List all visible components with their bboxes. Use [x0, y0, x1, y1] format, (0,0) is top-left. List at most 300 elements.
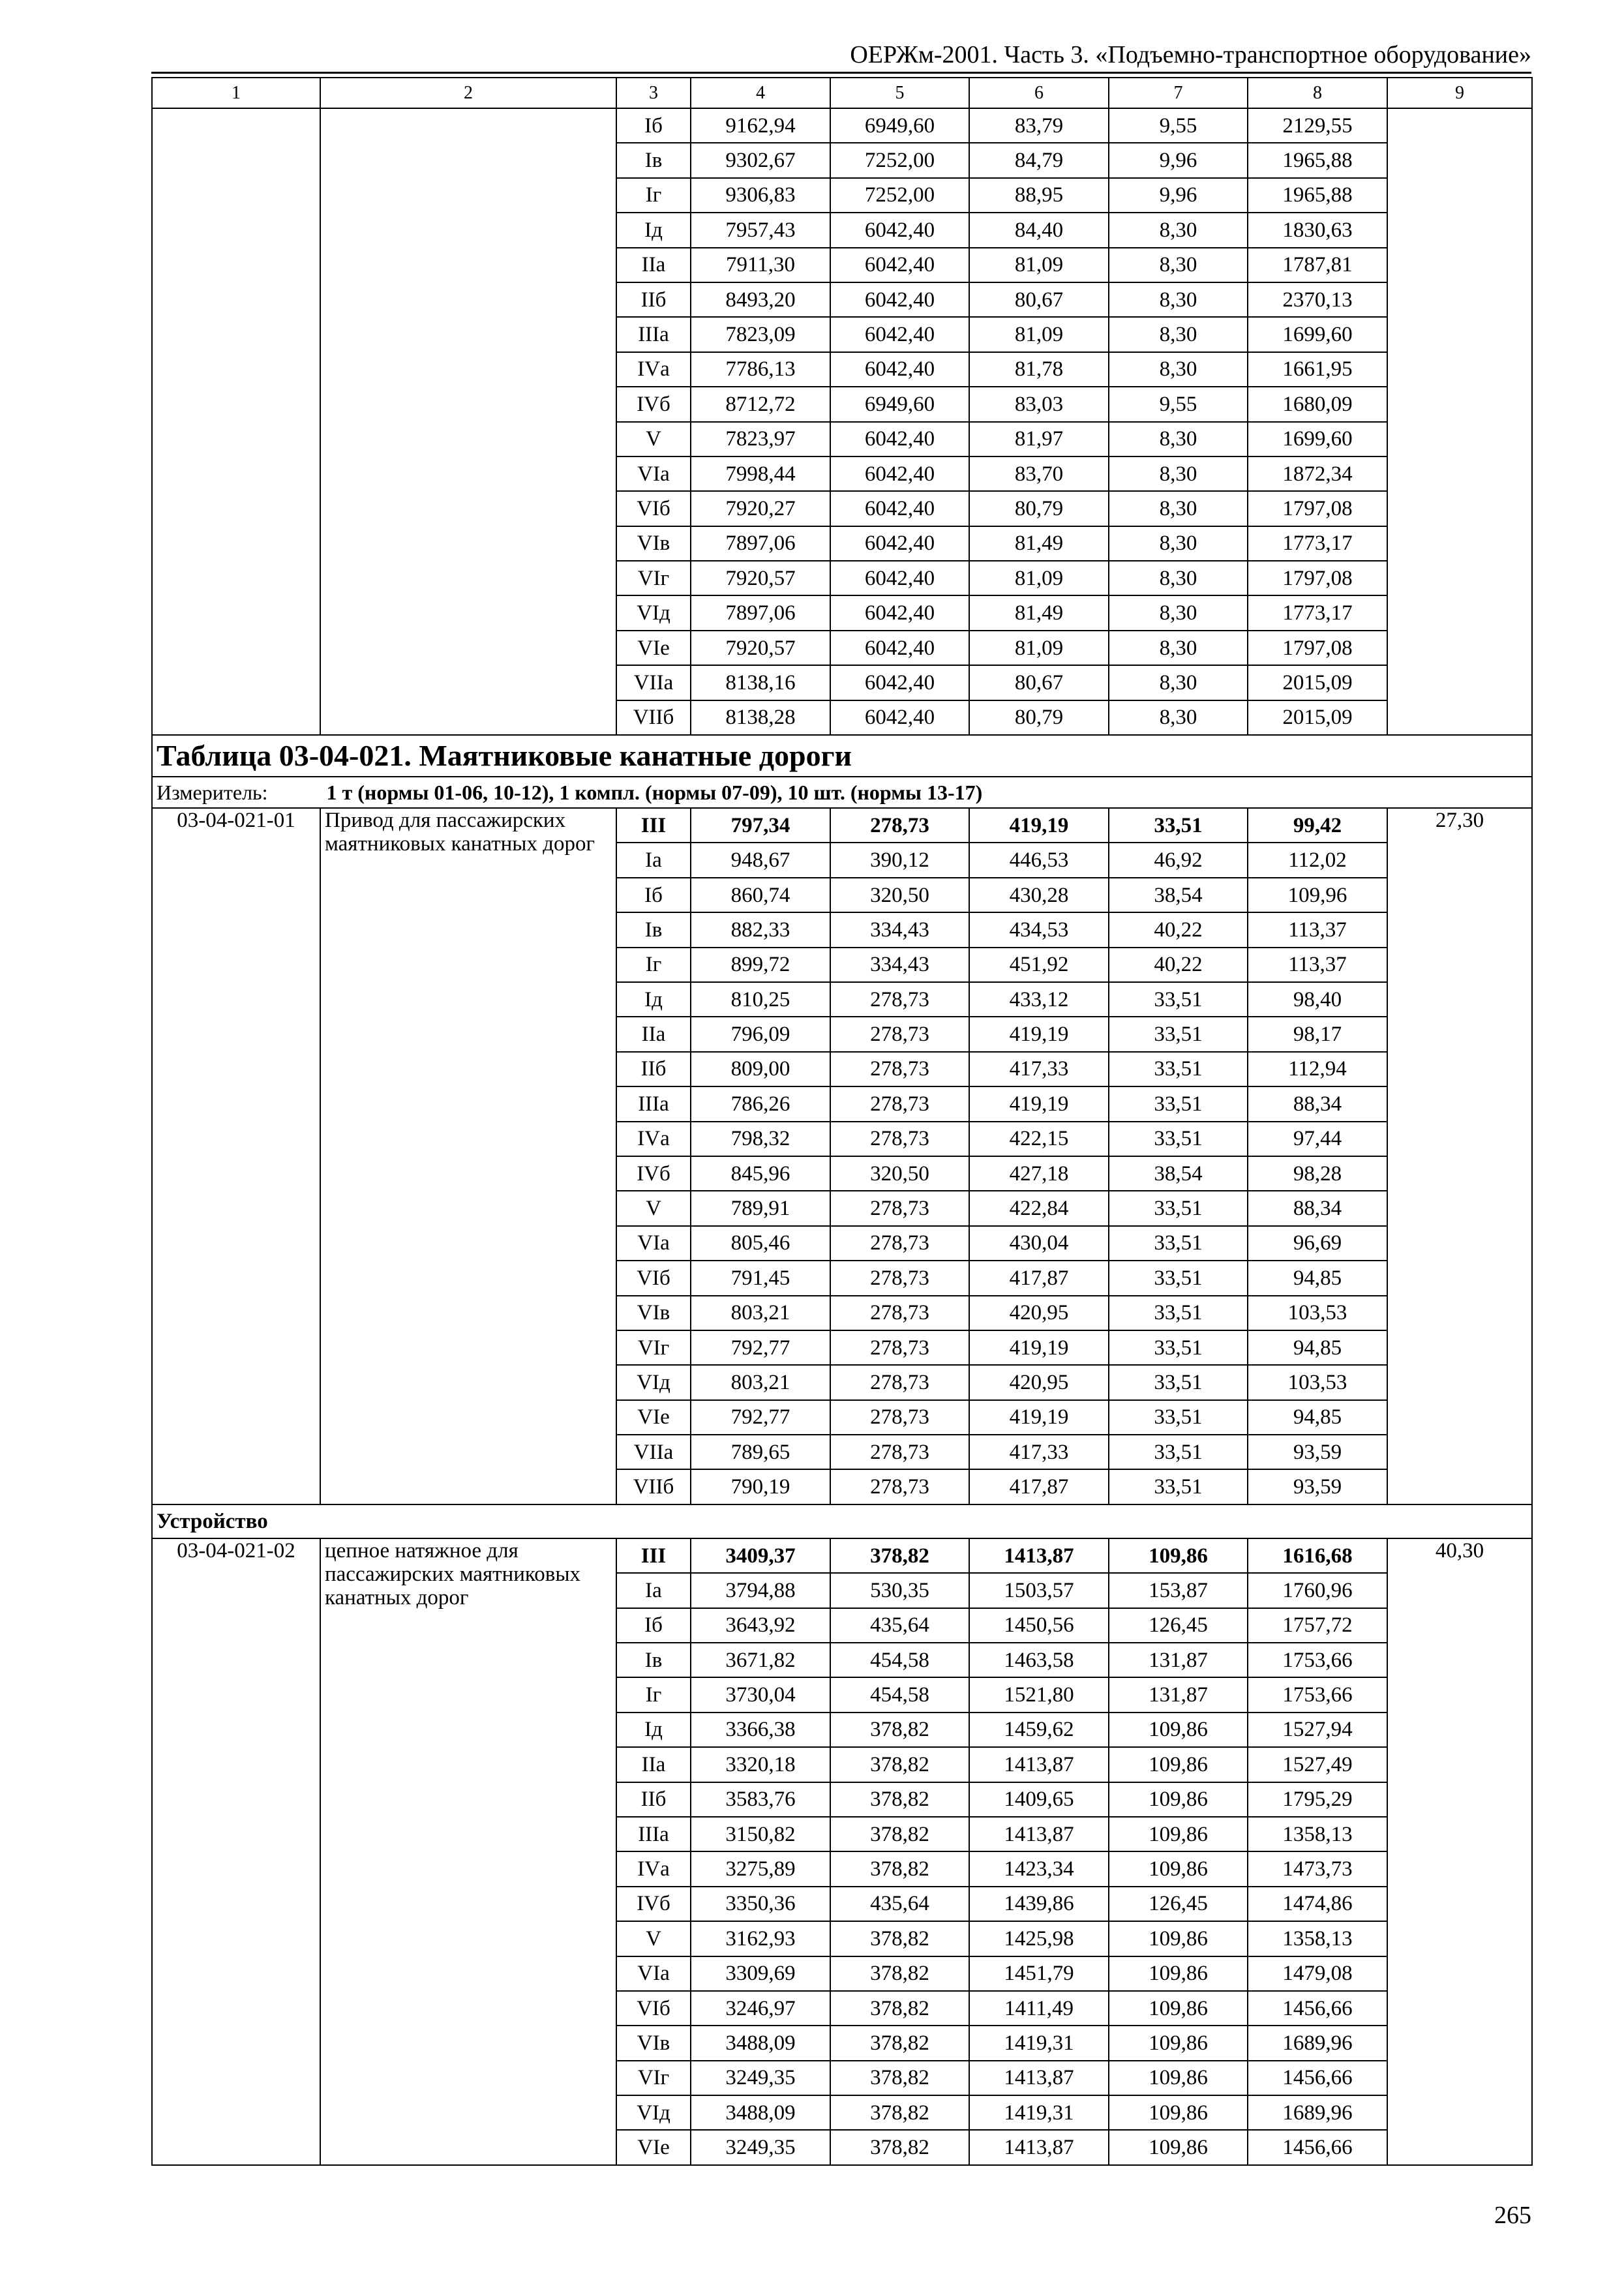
value-cell: 278,73: [830, 1191, 969, 1225]
value-cell: 1872,34: [1248, 456, 1387, 491]
value-cell: 805,46: [691, 1226, 830, 1261]
zone-cell: VIIа: [616, 665, 691, 700]
value-cell: 7252,00: [830, 143, 969, 177]
value-cell: 1795,29: [1248, 1782, 1387, 1817]
column-number: 4: [691, 78, 830, 108]
zone-cell: IVб: [616, 1156, 691, 1191]
value-cell: 1773,17: [1248, 526, 1387, 561]
value-cell: 1797,08: [1248, 631, 1387, 665]
value-cell: 790,19: [691, 1469, 830, 1504]
value-cell: 1413,87: [969, 2130, 1109, 2164]
value-cell: 81,78: [969, 352, 1109, 387]
value-cell: 8493,20: [691, 282, 830, 317]
value-cell: 1425,98: [969, 1921, 1109, 1956]
value-cell: 530,35: [830, 1573, 969, 1608]
value-cell: 96,69: [1248, 1226, 1387, 1261]
value-cell: 8,30: [1109, 526, 1248, 561]
value-cell: 420,95: [969, 1365, 1109, 1399]
value-cell: 109,86: [1109, 2130, 1248, 2164]
value-cell: 88,95: [969, 178, 1109, 213]
column-number: 2: [320, 78, 616, 108]
value-cell: 38,54: [1109, 878, 1248, 912]
value-cell: 113,37: [1248, 948, 1387, 982]
value-cell: 33,51: [1109, 1122, 1248, 1156]
value-cell: 9,55: [1109, 387, 1248, 421]
value-cell: 1521,80: [969, 1677, 1109, 1712]
value-cell: 378,82: [830, 2095, 969, 2130]
value-cell: 33,51: [1109, 1400, 1248, 1435]
value-cell: 789,91: [691, 1191, 830, 1225]
value-cell: 803,21: [691, 1296, 830, 1330]
value-cell: 153,87: [1109, 1573, 1248, 1608]
zone-cell: VIа: [616, 456, 691, 491]
zone-cell: VIб: [616, 1991, 691, 2026]
value-cell: 1479,08: [1248, 1956, 1387, 1991]
value-cell: 6042,40: [830, 213, 969, 247]
value-cell: 1527,94: [1248, 1713, 1387, 1747]
value-cell: 46,92: [1109, 843, 1248, 877]
value-cell: 6042,40: [830, 456, 969, 491]
zone-cell: VIг: [616, 2061, 691, 2095]
value-cell: 1439,86: [969, 1887, 1109, 1921]
value-cell: 390,12: [830, 843, 969, 877]
value-cell: 98,40: [1248, 982, 1387, 1017]
value-cell: 33,51: [1109, 808, 1248, 843]
value-cell: 378,82: [830, 1921, 969, 1956]
value-cell: 80,67: [969, 282, 1109, 317]
value-cell: 109,86: [1109, 1713, 1248, 1747]
value-cell: 792,77: [691, 1330, 830, 1365]
value-cell: 3309,69: [691, 1956, 830, 1991]
value-cell: 882,33: [691, 912, 830, 947]
value-cell: 1456,66: [1248, 2061, 1387, 2095]
value-cell: 1413,87: [969, 1538, 1109, 1573]
value-cell: 1450,56: [969, 1608, 1109, 1643]
value-cell: 97,44: [1248, 1122, 1387, 1156]
value-cell: 33,51: [1109, 1296, 1248, 1330]
value-cell: 1787,81: [1248, 248, 1387, 282]
value-cell: 9306,83: [691, 178, 830, 213]
value-cell: 417,87: [969, 1261, 1109, 1295]
value-cell: 6042,40: [830, 631, 969, 665]
value-cell: 278,73: [830, 982, 969, 1017]
value-cell: 2129,55: [1248, 108, 1387, 143]
value-cell: 417,33: [969, 1435, 1109, 1469]
value-cell: 1699,60: [1248, 422, 1387, 456]
norm-description: Привод для пассажирских маятниковых канатных дорог: [320, 808, 616, 1504]
value-cell: 83,70: [969, 456, 1109, 491]
value-cell: 1419,31: [969, 2026, 1109, 2060]
value-cell: 40,22: [1109, 912, 1248, 947]
value-cell: 430,28: [969, 878, 1109, 912]
table-row: [152, 1538, 1532, 1573]
value-cell: 6042,40: [830, 491, 969, 526]
zone-cell: V: [616, 1191, 691, 1225]
value-cell: 6042,40: [830, 422, 969, 456]
value-cell: 81,49: [969, 526, 1109, 561]
value-cell: 1616,68: [1248, 1538, 1387, 1573]
zone-cell: IIб: [616, 1052, 691, 1086]
value-cell: 84,40: [969, 213, 1109, 247]
value-cell: 420,95: [969, 1296, 1109, 1330]
value-cell: 1797,08: [1248, 491, 1387, 526]
value-cell: 454,58: [830, 1677, 969, 1712]
value-cell: 809,00: [691, 1052, 830, 1086]
value-cell: 3643,92: [691, 1608, 830, 1643]
value-cell: 378,82: [830, 1538, 969, 1573]
value-cell: 99,42: [1248, 808, 1387, 843]
value-cell: 378,82: [830, 2130, 969, 2164]
value-cell: 948,67: [691, 843, 830, 877]
value-cell: 378,82: [830, 1991, 969, 2026]
zone-cell: Iв: [616, 1643, 691, 1677]
value-cell: 422,84: [969, 1191, 1109, 1225]
value-cell: 419,19: [969, 1017, 1109, 1051]
value-cell: 1699,60: [1248, 317, 1387, 352]
value-cell: 278,73: [830, 1261, 969, 1295]
value-cell: 1463,58: [969, 1643, 1109, 1677]
zone-cell: Iд: [616, 1713, 691, 1747]
zone-cell: VIв: [616, 2026, 691, 2060]
value-cell: 9302,67: [691, 143, 830, 177]
value-cell: 3350,36: [691, 1887, 830, 1921]
value-cell: 7920,27: [691, 491, 830, 526]
column-number: 9: [1387, 78, 1532, 108]
value-cell: 6042,40: [830, 665, 969, 700]
zone-cell: VIе: [616, 2130, 691, 2164]
value-cell: 8138,28: [691, 700, 830, 735]
value-cell: 6949,60: [830, 108, 969, 143]
zone-cell: IIIа: [616, 1086, 691, 1121]
value-cell: 278,73: [830, 1086, 969, 1121]
value-cell: 8,30: [1109, 248, 1248, 282]
value-cell: 803,21: [691, 1365, 830, 1399]
value-cell: 1503,57: [969, 1573, 1109, 1608]
value-cell: 3794,88: [691, 1573, 830, 1608]
value-cell: 84,79: [969, 143, 1109, 177]
zone-cell: Iв: [616, 912, 691, 947]
value-cell: 81,97: [969, 422, 1109, 456]
value-cell: 419,19: [969, 1086, 1109, 1121]
value-cell: 8,30: [1109, 213, 1248, 247]
value-cell: 417,87: [969, 1469, 1109, 1504]
zone-cell: IVа: [616, 1851, 691, 1886]
value-cell: 3246,97: [691, 1991, 830, 2026]
zone-cell: IIIа: [616, 1817, 691, 1851]
column-number: 8: [1248, 78, 1387, 108]
zone-cell: Iб: [616, 878, 691, 912]
zone-cell: IVб: [616, 1887, 691, 1921]
value-cell: 7786,13: [691, 352, 830, 387]
value-cell: 8,30: [1109, 422, 1248, 456]
zone-cell: VIв: [616, 1296, 691, 1330]
value-cell: 109,96: [1248, 878, 1387, 912]
value-cell: 109,86: [1109, 1747, 1248, 1782]
value-cell: 8,30: [1109, 491, 1248, 526]
value-cell: 1753,66: [1248, 1643, 1387, 1677]
zone-cell: V: [616, 1921, 691, 1956]
value-cell: 126,45: [1109, 1887, 1248, 1921]
value-cell: 80,79: [969, 491, 1109, 526]
value-cell: 2015,09: [1248, 665, 1387, 700]
value-cell: 98,17: [1248, 1017, 1387, 1051]
value-cell: 451,92: [969, 948, 1109, 982]
value-cell: 6042,40: [830, 317, 969, 352]
value-cell: 7823,97: [691, 422, 830, 456]
value-cell: 103,53: [1248, 1365, 1387, 1399]
value-cell: 109,86: [1109, 2026, 1248, 2060]
value-cell: 33,51: [1109, 1261, 1248, 1295]
column-number: 7: [1109, 78, 1248, 108]
value-cell: 278,73: [830, 1469, 969, 1504]
value-cell: 798,32: [691, 1122, 830, 1156]
value-cell: 109,86: [1109, 1538, 1248, 1573]
value-cell: 6042,40: [830, 282, 969, 317]
value-cell: 8138,16: [691, 665, 830, 700]
zone-cell: VIа: [616, 1956, 691, 1991]
value-cell: 3150,82: [691, 1817, 830, 1851]
value-cell: 33,51: [1109, 1435, 1248, 1469]
page-number: 265: [1494, 2202, 1531, 2229]
value-cell: 9162,94: [691, 108, 830, 143]
value-cell: 378,82: [830, 1956, 969, 1991]
value-cell: 7823,09: [691, 317, 830, 352]
value-cell: 417,33: [969, 1052, 1109, 1086]
zone-cell: VIд: [616, 1365, 691, 1399]
zone-cell: VIе: [616, 1400, 691, 1435]
value-cell: 845,96: [691, 1156, 830, 1191]
value-cell: 83,03: [969, 387, 1109, 421]
value-cell: 7252,00: [830, 178, 969, 213]
value-cell: 2015,09: [1248, 700, 1387, 735]
value-cell: 109,86: [1109, 1991, 1248, 2026]
zone-cell: VIIб: [616, 700, 691, 735]
value-cell: 6042,40: [830, 561, 969, 595]
value-cell: 6042,40: [830, 352, 969, 387]
zone-cell: VIе: [616, 631, 691, 665]
zone-cell: III: [616, 1538, 691, 1573]
zone-cell: Iд: [616, 982, 691, 1017]
value-cell: 93,59: [1248, 1435, 1387, 1469]
value-cell: 103,53: [1248, 1296, 1387, 1330]
zone-cell: VIа: [616, 1226, 691, 1261]
table-row: [152, 108, 1532, 143]
value-cell: 109,86: [1109, 2061, 1248, 2095]
zone-cell: VIб: [616, 491, 691, 526]
value-cell: 320,50: [830, 878, 969, 912]
value-cell: 1757,72: [1248, 1608, 1387, 1643]
value-cell: 8,30: [1109, 317, 1248, 352]
table-title-row: [152, 735, 1532, 777]
value-cell: 1419,31: [969, 2095, 1109, 2130]
zone-cell: IVб: [616, 387, 691, 421]
column-number: 1: [152, 78, 320, 108]
zone-cell: Iб: [616, 108, 691, 143]
zone-cell: VIг: [616, 1330, 691, 1365]
value-cell: 3409,37: [691, 1538, 830, 1573]
value-cell: 810,25: [691, 982, 830, 1017]
zone-cell: Iд: [616, 213, 691, 247]
value-cell: 33,51: [1109, 982, 1248, 1017]
value-cell: 334,43: [830, 948, 969, 982]
zone-cell: IVа: [616, 352, 691, 387]
value-cell: 9,96: [1109, 178, 1248, 213]
value-cell: 334,43: [830, 912, 969, 947]
norm-code: 03-04-021-02: [152, 1538, 320, 2165]
section-title: Устройство: [152, 1504, 1532, 1538]
meter-row: [152, 777, 1532, 808]
zone-cell: IIа: [616, 1017, 691, 1051]
value-cell: 1409,65: [969, 1782, 1109, 1817]
value-cell: 3671,82: [691, 1643, 830, 1677]
zone-cell: V: [616, 422, 691, 456]
value-cell: 109,86: [1109, 1956, 1248, 1991]
value-cell: 1661,95: [1248, 352, 1387, 387]
code-cell: [152, 108, 320, 735]
value-cell: 88,34: [1248, 1191, 1387, 1225]
norm-col9: 40,30: [1387, 1538, 1532, 2165]
value-cell: 7897,06: [691, 526, 830, 561]
value-cell: 8,30: [1109, 456, 1248, 491]
value-cell: 434,53: [969, 912, 1109, 947]
value-cell: 1413,87: [969, 1817, 1109, 1851]
meter-label: Измеритель:: [157, 781, 268, 805]
value-cell: 98,28: [1248, 1156, 1387, 1191]
value-cell: 419,19: [969, 1400, 1109, 1435]
value-cell: 6042,40: [830, 248, 969, 282]
value-cell: 3730,04: [691, 1677, 830, 1712]
value-cell: 3488,09: [691, 2026, 830, 2060]
value-cell: 454,58: [830, 1643, 969, 1677]
value-cell: 1797,08: [1248, 561, 1387, 595]
value-cell: 1680,09: [1248, 387, 1387, 421]
zone-cell: IIб: [616, 282, 691, 317]
value-cell: 1965,88: [1248, 143, 1387, 177]
value-cell: 94,85: [1248, 1261, 1387, 1295]
value-cell: 446,53: [969, 843, 1109, 877]
value-cell: 278,73: [830, 1400, 969, 1435]
value-cell: 81,09: [969, 561, 1109, 595]
value-cell: 3366,38: [691, 1713, 830, 1747]
value-cell: 433,12: [969, 982, 1109, 1017]
value-cell: 1773,17: [1248, 595, 1387, 630]
zone-cell: VIIб: [616, 1469, 691, 1504]
value-cell: 378,82: [830, 2061, 969, 2095]
value-cell: 81,09: [969, 317, 1109, 352]
value-cell: 8,30: [1109, 631, 1248, 665]
zone-cell: IIIа: [616, 317, 691, 352]
zone-cell: IIа: [616, 248, 691, 282]
value-cell: 3488,09: [691, 2095, 830, 2130]
value-cell: 33,51: [1109, 1086, 1248, 1121]
value-cell: 38,54: [1109, 1156, 1248, 1191]
value-cell: 378,82: [830, 1817, 969, 1851]
running-header: [151, 39, 1531, 74]
value-cell: 33,51: [1109, 1017, 1248, 1051]
value-cell: 1413,87: [969, 1747, 1109, 1782]
value-cell: 860,74: [691, 878, 830, 912]
meter-cell: [152, 777, 1532, 808]
value-cell: 1473,73: [1248, 1851, 1387, 1886]
value-cell: 320,50: [830, 1156, 969, 1191]
zone-cell: Iг: [616, 1677, 691, 1712]
value-cell: 131,87: [1109, 1643, 1248, 1677]
value-cell: 427,18: [969, 1156, 1109, 1191]
value-cell: 3583,76: [691, 1782, 830, 1817]
value-cell: 2370,13: [1248, 282, 1387, 317]
zone-cell: IVа: [616, 1122, 691, 1156]
value-cell: 3320,18: [691, 1747, 830, 1782]
value-cell: 1358,13: [1248, 1817, 1387, 1851]
value-cell: 109,86: [1109, 1782, 1248, 1817]
value-cell: 278,73: [830, 1122, 969, 1156]
value-cell: 378,82: [830, 1851, 969, 1886]
value-cell: 3249,35: [691, 2130, 830, 2164]
value-cell: 81,09: [969, 248, 1109, 282]
value-cell: 8,30: [1109, 700, 1248, 735]
section-row: [152, 1504, 1532, 1538]
value-cell: 1474,86: [1248, 1887, 1387, 1921]
value-cell: 1753,66: [1248, 1677, 1387, 1712]
value-cell: 278,73: [830, 1330, 969, 1365]
value-cell: 7920,57: [691, 631, 830, 665]
column-number: 6: [969, 78, 1109, 108]
value-cell: 6042,40: [830, 595, 969, 630]
norm-description: цепное натяжное для пассажирских маятниковых канатных дорог: [320, 1538, 616, 2165]
column-number: 5: [830, 78, 969, 108]
value-cell: 7920,57: [691, 561, 830, 595]
value-cell: 3249,35: [691, 2061, 830, 2095]
zone-cell: VIг: [616, 561, 691, 595]
value-cell: 430,04: [969, 1226, 1109, 1261]
value-cell: 113,37: [1248, 912, 1387, 947]
value-cell: 33,51: [1109, 1469, 1248, 1504]
value-cell: 1965,88: [1248, 178, 1387, 213]
value-cell: 1456,66: [1248, 2130, 1387, 2164]
value-cell: 94,85: [1248, 1400, 1387, 1435]
value-cell: 8,30: [1109, 665, 1248, 700]
value-cell: 112,94: [1248, 1052, 1387, 1086]
value-cell: 278,73: [830, 1052, 969, 1086]
table-row: [152, 808, 1532, 843]
value-cell: 112,02: [1248, 843, 1387, 877]
value-cell: 1527,49: [1248, 1747, 1387, 1782]
value-cell: 9,96: [1109, 143, 1248, 177]
value-cell: 796,09: [691, 1017, 830, 1051]
zone-cell: VIIа: [616, 1435, 691, 1469]
value-cell: 6042,40: [830, 700, 969, 735]
value-cell: 33,51: [1109, 1191, 1248, 1225]
value-cell: 1689,96: [1248, 2026, 1387, 2060]
value-cell: 797,34: [691, 808, 830, 843]
value-cell: 81,09: [969, 631, 1109, 665]
zone-cell: IIб: [616, 1782, 691, 1817]
value-cell: 1413,87: [969, 2061, 1109, 2095]
value-cell: 7911,30: [691, 248, 830, 282]
value-cell: 419,19: [969, 1330, 1109, 1365]
value-cell: 94,85: [1248, 1330, 1387, 1365]
value-cell: 7957,43: [691, 213, 830, 247]
value-cell: 419,19: [969, 808, 1109, 843]
value-cell: 8,30: [1109, 561, 1248, 595]
value-cell: 81,49: [969, 595, 1109, 630]
zone-cell: Iа: [616, 843, 691, 877]
value-cell: 7998,44: [691, 456, 830, 491]
value-cell: 899,72: [691, 948, 830, 982]
norms-table: [151, 77, 1533, 2166]
zone-cell: Iа: [616, 1573, 691, 1608]
table-title: Таблица 03-04-021. Маятниковые канатные дороги: [152, 735, 1532, 777]
